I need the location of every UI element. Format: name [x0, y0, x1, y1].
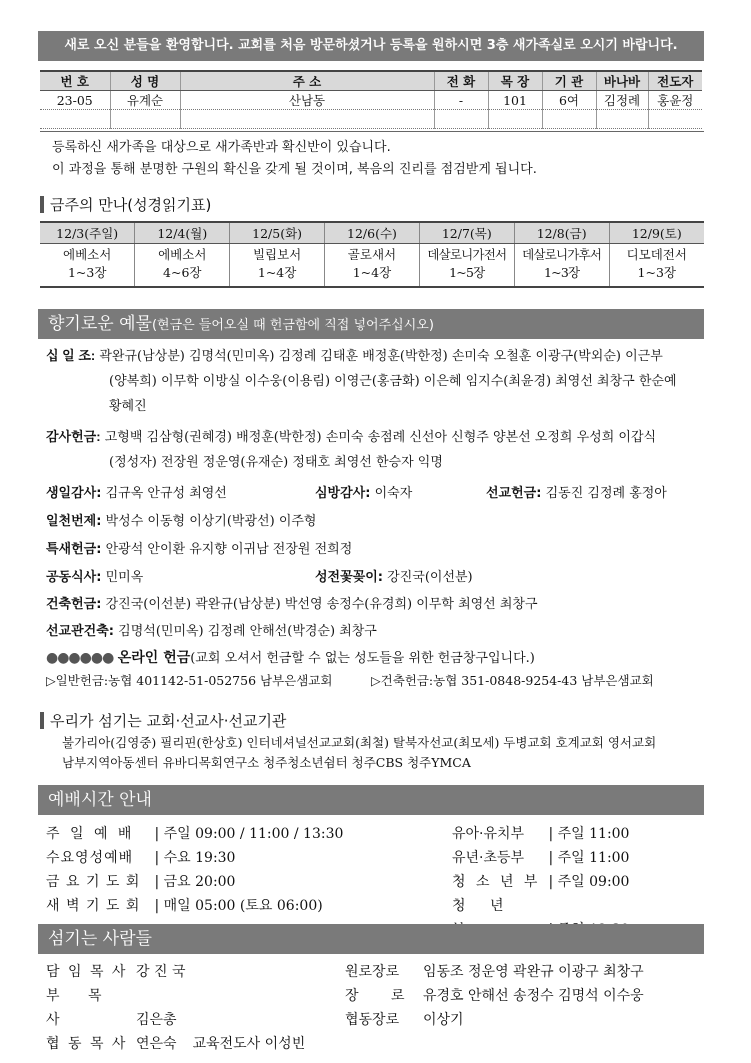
thousand-names: 박성수 이동형 이상기(박광선) 이주형 — [105, 514, 317, 529]
cell — [40, 110, 110, 129]
meal-names: 민미옥 — [105, 570, 144, 585]
cell: 6여 — [542, 91, 596, 110]
cell: - — [434, 91, 488, 110]
worship-heading: 예배시간 안내 — [48, 790, 152, 810]
bible-cell — [419, 244, 514, 288]
worship-row: 유년·초등부 | 주일 11:00 — [452, 846, 629, 870]
bible-chapters: 1~5장 — [449, 265, 485, 280]
visit-label: 심방감사: — [315, 486, 371, 501]
thanks-names: (정성자) 전장원 정운영(유재순) 정태호 최영선 한승자 익명 — [109, 455, 443, 470]
thousand-row — [46, 510, 317, 529]
online-note: (교회 오셔서 헌금할 수 없는 성도들을 위한 헌금창구입니다.) — [190, 651, 535, 666]
bible-heading-text: 금주의 만나(성경읽기표) — [50, 196, 212, 214]
cell: 23-05 — [40, 91, 110, 110]
welcome-banner-text: 새로 오신 분들을 환영합니다. 교회를 처음 방문하셨거나 등록을 원하시면 3층 새가족실로 오시기 바랍니다. — [64, 38, 678, 53]
bible-chapters: 1~3장 — [637, 265, 677, 280]
cell: 김정례 — [596, 91, 648, 110]
bible-cell — [40, 244, 135, 288]
online-label: 온라인 헌금 — [117, 650, 191, 666]
col-evangelist: 전도자 — [648, 71, 702, 91]
staff-row — [46, 984, 305, 1032]
heading-bar — [40, 196, 44, 213]
mission-house-label: 선교관건축: — [46, 624, 114, 639]
staff-row — [46, 1032, 305, 1056]
cell: 101 — [488, 91, 542, 110]
cell — [542, 110, 596, 129]
worship-time: 주일 11:00 — [557, 850, 630, 866]
bible-book: 빌립보서 — [252, 247, 302, 262]
cell — [488, 110, 542, 129]
tithe-names: (양복희) 이무학 이방실 이수웅(이용림) 이영근(홍금화) 이은혜 임지수(최윤경) 최영선 최창구 한순예 — [109, 374, 677, 389]
note-line-1: 등록하신 새가족을 대상으로 새가족반과 확신반이 있습니다. — [52, 140, 391, 155]
bible-book: 에베소서 — [63, 247, 112, 262]
special-label: 특새헌금: — [46, 542, 102, 557]
worship-row: 금 요 기 도 회 | 금요 20:00 — [46, 870, 343, 894]
bible-chapters: 1~4장 — [352, 265, 392, 280]
bible-chapters: 1~3장 — [67, 265, 107, 280]
special-names: 안광석 안이환 유지향 이귀남 전장원 전희정 — [105, 542, 353, 557]
thanks-block — [46, 424, 706, 475]
special-row — [46, 538, 352, 557]
bible-book: 데살로니가전서 — [427, 247, 507, 262]
bible-reading-table — [40, 221, 704, 288]
staff-name: 이상기 — [423, 1012, 464, 1028]
worship-left — [46, 822, 343, 918]
bible-chapters: 1~3장 — [544, 265, 580, 280]
support-line-2: 남부지역아동센터 유바디목회연구소 청주청소년쉼터 청주CBS 청주YMCA — [62, 755, 471, 770]
thanks-names: 고형백 김삼형(권혜경) 배정훈(박한정) 손미숙 송점례 신선아 신형주 양본선 오정희 우성희 이갑식 — [104, 430, 657, 445]
thousand-label: 일천번제: — [46, 514, 102, 529]
support-heading-text: 우리가 섬기는 교회·선교사·선교기관 — [50, 712, 287, 730]
col-number: 번 호 — [40, 71, 110, 91]
support-line-1: 불가리아(김영중) 필리핀(한상호) 인터네셔널선교교회(최철) 탈북자선교(최모세) 두병교회 호계교회 영서교회 — [62, 735, 657, 750]
building-label: 건축헌금: — [46, 597, 102, 612]
mission-row — [486, 482, 667, 501]
worship-name: 유년·초등부 — [452, 850, 525, 866]
worship-time: 수요 19:30 — [163, 850, 236, 866]
cell — [648, 110, 702, 129]
bible-cell — [325, 244, 420, 288]
bible-cell — [230, 244, 325, 288]
cell: 산남동 — [180, 91, 434, 110]
staff-row — [345, 984, 644, 1008]
staff-name: 강 진 국 — [136, 964, 186, 980]
heading-bar — [40, 712, 44, 729]
online-row — [46, 647, 535, 667]
birthday-names: 김규옥 안규성 최영선 — [105, 486, 227, 501]
staff-row — [345, 960, 644, 984]
flower-label: 성전꽃꽂이: — [315, 570, 383, 585]
flower-row — [315, 566, 473, 585]
col-name: 성 명 — [110, 71, 180, 91]
table-row — [40, 91, 702, 110]
mission-house-row — [46, 620, 377, 639]
visit-row — [315, 482, 412, 501]
support-heading — [40, 710, 286, 731]
worship-banner — [38, 785, 704, 815]
staff-name: 임동조 정운영 곽완규 이광구 최창구 — [423, 964, 644, 980]
bible-date: 12/8(금) — [514, 222, 609, 244]
bible-chapters: 4~6장 — [163, 265, 202, 280]
col-group: 목 장 — [488, 71, 542, 91]
staff-role: 교육전도사 — [192, 1036, 261, 1052]
table-row — [40, 110, 702, 129]
visit-names: 이숙자 — [374, 486, 413, 501]
bible-date: 12/6(수) — [325, 222, 420, 244]
tithe-label: 십 일 조: — [46, 348, 96, 363]
registration-table — [40, 70, 702, 129]
meal-label: 공동식사: — [46, 570, 102, 585]
cell — [596, 110, 648, 129]
worship-time: 금요 20:00 — [163, 874, 236, 890]
staff-role: 담 임 목 사 — [46, 964, 128, 980]
worship-row: 새 벽 기 도 회 | 매일 05:00 (토요 06:00) — [46, 894, 343, 918]
cell: 홍윤정 — [648, 91, 702, 110]
bible-date: 12/7(목) — [419, 222, 514, 244]
meal-row — [46, 566, 143, 585]
cell — [110, 110, 180, 129]
staff-banner — [38, 924, 704, 954]
bible-cell — [609, 244, 704, 288]
tithe-names: 황혜진 — [109, 399, 147, 414]
offering-heading: 향기로운 예물 — [48, 314, 152, 334]
staff-role: 협 동 목 사 — [46, 1036, 128, 1052]
bible-cell — [514, 244, 609, 288]
staff-left — [46, 960, 305, 1056]
staff-right — [345, 960, 644, 1032]
registration-header-row — [40, 71, 702, 91]
online-dots: ●●●●●● — [46, 650, 114, 666]
account-building: ▷건축헌금:농협 351-0848-9254-43 남부은샘교회 — [371, 673, 654, 688]
worship-time: 주일 09:00 / 11:00 / 13:30 — [163, 826, 344, 842]
worship-row: 유아·유치부 | 주일 11:00 — [452, 822, 629, 846]
cell — [434, 110, 488, 129]
worship-name: 금 요 기 도 회 — [46, 874, 141, 890]
bible-reading-row — [40, 244, 704, 288]
birthday-row — [46, 482, 227, 501]
worship-row: 청 소 년 부 | 주일 09:00 — [452, 870, 629, 894]
bible-book: 디모데전서 — [626, 247, 687, 262]
worship-row: 수요영성예배 | 수요 19:30 — [46, 846, 343, 870]
staff-name: 유경호 안해선 송정수 김명석 이수웅 — [423, 988, 644, 1004]
staff-heading: 섬기는 사람들 — [48, 929, 152, 949]
worship-row: 주 일 예 배 | 주일 09:00 / 11:00 / 13:30 — [46, 822, 343, 846]
staff-role: 부 목 사 — [46, 988, 114, 1028]
mission-house-names: 김명석(민미옥) 김정례 안해선(박경순) 최창구 — [118, 624, 377, 639]
building-names: 강진국(이선분) 곽완규(남상분) 박선영 송정수(유경희) 이무학 최영선 최창구 — [105, 597, 538, 612]
offering-heading-note: (현금은 들어오실 때 헌금함에 직접 넣어주십시오) — [151, 318, 434, 333]
tithe-names: 곽완규(남상분) 김명석(민미옥) 김정례 김태훈 배정훈(박한정) 손미숙 오철훈 이광구(박외순) 이근부 — [99, 349, 663, 364]
worship-name: 유아·유치부 — [452, 826, 525, 842]
bible-date: 12/4(월) — [135, 222, 230, 244]
cell — [180, 110, 434, 129]
mission-label: 선교헌금: — [486, 486, 542, 501]
bible-book: 에베소서 — [158, 247, 207, 262]
worship-name: 청 소 년 부 — [452, 874, 541, 890]
bible-book: 데살로니가후서 — [522, 247, 602, 262]
worship-time: 주일 09:00 — [557, 874, 630, 890]
bible-date: 12/3(주일) — [40, 222, 135, 244]
building-row — [46, 593, 538, 612]
col-barnabas: 바나바 — [596, 71, 648, 91]
bible-heading — [40, 194, 211, 215]
bible-date-row — [40, 222, 704, 244]
welcome-banner — [38, 31, 704, 61]
worship-name: 수요영성예배 — [46, 850, 134, 866]
staff-row — [345, 1008, 644, 1032]
staff-name: 연은숙 — [136, 1036, 177, 1052]
worship-name: 주 일 예 배 — [46, 826, 135, 842]
worship-name: 청 년 — [452, 898, 514, 914]
bible-cell — [135, 244, 230, 288]
staff-role: 장 로 — [345, 988, 419, 1004]
col-dept: 기 관 — [542, 71, 596, 91]
staff-row — [46, 960, 305, 984]
staff-role: 원로장로 — [345, 964, 400, 980]
thanks-label: 감사헌금: — [46, 429, 101, 444]
staff-role: 협동장로 — [345, 1012, 400, 1028]
divider — [40, 131, 704, 132]
account-general: ▷일반헌금:농협 401142-51-052756 남부은샘교회 — [46, 673, 333, 688]
cell: 유계순 — [110, 91, 180, 110]
bible-book: 골로새서 — [347, 247, 397, 262]
offering-banner — [38, 309, 704, 339]
staff-name: 이성빈 — [264, 1036, 306, 1052]
bible-date: 12/9(토) — [609, 222, 704, 244]
bible-chapters: 1~4장 — [257, 265, 297, 280]
staff-name: 김은총 — [136, 1012, 177, 1028]
flower-names: 강진국(이선분) — [387, 570, 473, 585]
worship-time: 매일 05:00 (토요 06:00) — [163, 898, 323, 914]
mission-names: 김동진 김정례 홍정아 — [545, 486, 667, 501]
col-phone: 전 화 — [434, 71, 488, 91]
worship-time: 주일 11:00 — [557, 826, 630, 842]
bible-date: 12/5(화) — [230, 222, 325, 244]
birthday-label: 생일감사: — [46, 486, 102, 501]
col-address: 주 소 — [180, 71, 434, 91]
tithe-block — [46, 343, 706, 419]
note-line-2: 이 과정을 통해 분명한 구원의 확신을 갖게 될 것이며, 복음의 진리를 점검받게 됩니다. — [52, 162, 537, 177]
worship-name: 새 벽 기 도 회 — [46, 898, 141, 914]
